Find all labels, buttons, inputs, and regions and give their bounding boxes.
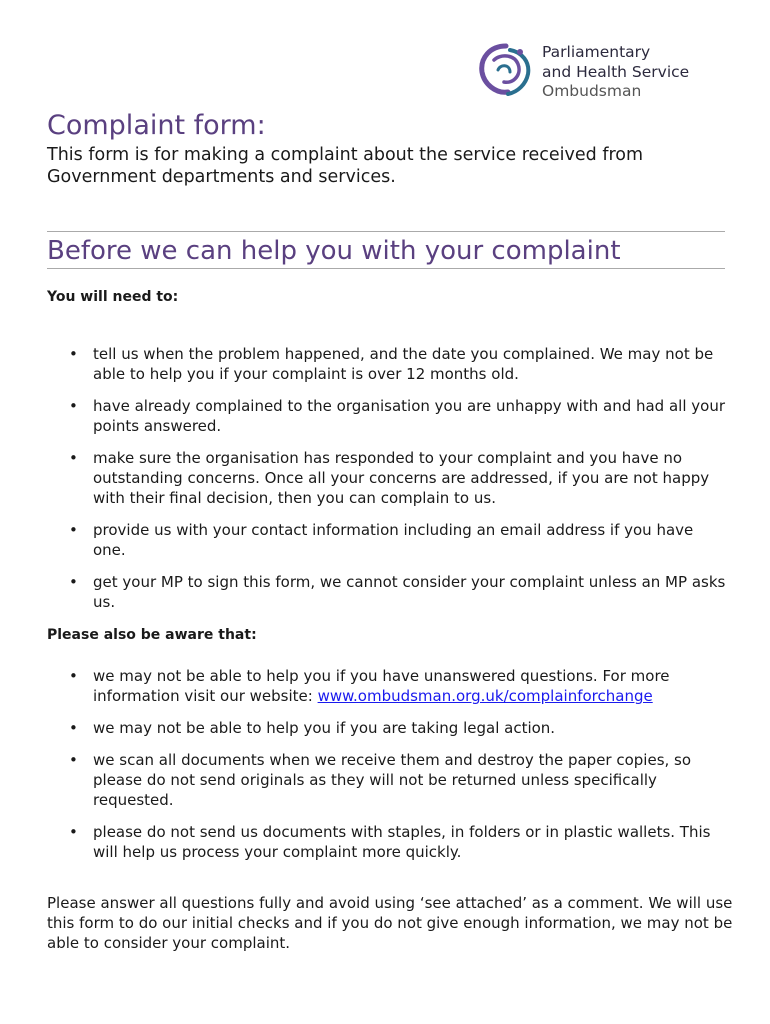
list-item [47,666,727,706]
list-item-text: have already complained to the organisation you are unhappy with and had all your points answered. [93,397,725,435]
list-item-text: tell us when the problem happened, and the date you complained. We may not be able to help you if your complaint is over 12 months old. [93,345,714,383]
logo-text [542,43,689,102]
bullet-icon: • [69,719,78,737]
list-item [47,344,727,384]
ombudsman-emblem-icon [474,40,538,104]
bullet-icon: • [69,449,78,467]
list-item-text: we may not be able to help you if you are taking legal action. [93,719,556,737]
section-title: Before we can help you with your complaint [47,236,621,266]
bullet-icon: • [69,521,78,539]
list-item [47,822,727,862]
bullet-icon: • [69,397,78,415]
list-item [47,572,727,612]
list-item [47,718,727,738]
ombudsman-logo [474,40,714,104]
section-top-rule [47,231,725,232]
closing-paragraph: Please answer all questions fully and avoid using ‘see attached’ as a comment. We will use this form to do our initial checks and if you do not give enough information, we may not be able to consider your complaint. [47,894,733,952]
complain-for-change-link[interactable]: www.ombudsman.org.uk/complainforchange [317,687,653,705]
requirements-list [47,344,727,624]
list-item [47,396,727,436]
logo-line-2: and Health Service [542,62,690,81]
bullet-icon: • [69,823,78,841]
awareness-list [47,666,727,874]
bullet-icon: • [69,667,78,685]
bullet-icon: • [69,573,78,591]
list-item-text: get your MP to sign this form, we cannot consider your complaint unless an MP asks us. [93,573,726,611]
bullet-icon: • [69,751,78,769]
list-item-text: make sure the organisation has responded to your complaint and you have no outstanding concerns. Once all your concerns are addressed, if you are not happy with their final decision, then you can complain to us. [93,449,710,507]
page-subtitle: This form is for making a complaint about the service received from Government departments and services. [47,145,644,187]
need-label: You will need to: [47,289,179,305]
list-item [47,520,727,560]
list-item-text: please do not send us documents with staples, in folders or in plastic wallets. This will help us process your complaint more quickly. [93,823,711,861]
aware-label: Please also be aware that: [47,627,257,643]
logo-line-3: Ombudsman [542,82,642,100]
list-item [47,750,727,810]
list-item [47,448,727,508]
list-item-text: we may not be able to help you if you have unanswered questions. For more information visit our website: [93,667,670,705]
logo-line-1: Parliamentary [542,43,651,61]
section-bottom-rule [47,268,725,269]
page-title: Complaint form: [47,110,266,141]
list-item-text: we scan all documents when we receive them and destroy the paper copies, so please do not send originals as they will not be returned unless specifically requested. [93,751,692,809]
list-item-text: provide us with your contact information including an email address if you have one. [93,521,694,559]
bullet-icon: • [69,345,78,363]
